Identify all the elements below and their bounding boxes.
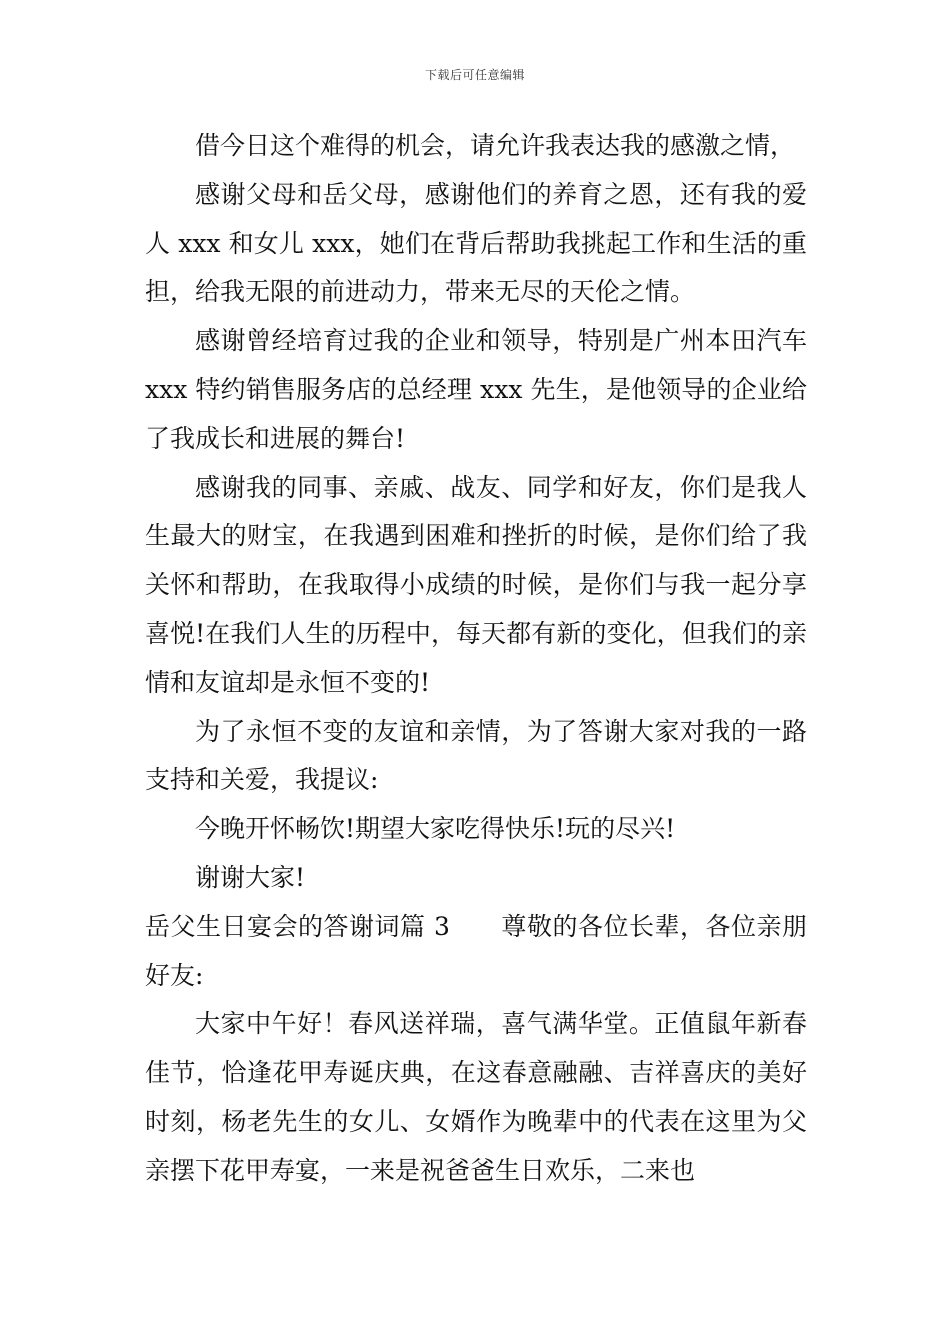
paragraph-gratitude-intro: 借今日这个难得的机会，请允许我表达我的感激之情，: [195, 131, 796, 160]
paragraph-toast-proposal: 为了永恒不变的友谊和亲情，为了答谢大家对我的一路支持和关爱，我提议:: [145, 716, 807, 795]
document-body: [145, 122, 807, 1196]
paragraph-thanks-friends: 感谢我的同事、亲戚、战友、同学和好友，你们是我人生最大的财宝，在我遇到困难和挫折的时候，是你们给了我关怀和帮助，在我取得小成绩的时候，是你们与我一起分享喜悦!在我们人生的历程中，每天都有新的变化，但我们的亲情和友谊却是永恒不变的!: [145, 472, 807, 697]
paragraph-thanks-company: 感谢曾经培育过我的企业和领导，特别是广州本田汽车 xxx 特约销售服务店的总经理 xxx 先生，是他领导的企业给了我成长和进展的舞台!: [145, 326, 807, 453]
paragraph-greeting: 大家中午好！春风送祥瑞，喜气满华堂。正值鼠年新春佳节，恰逢花甲寿诞庆典，在这春意融融、吉祥喜庆的美好时刻，杨老先生的女儿、女婿作为晚辈中的代表在这里为父亲摆下花甲寿宴，一来是祝爸爸生日欢乐，二来也: [145, 1009, 807, 1185]
paragraph-thank-you: 谢谢大家!: [195, 862, 306, 892]
paragraph-toast: 今晚开怀畅饮!期望大家吃得快乐!玩的尽兴!: [195, 814, 676, 844]
page-header: 下载后可任意编辑: [424, 68, 525, 82]
paragraph-thanks-parents: 感谢父母和岳父母，感谢他们的养育之恩，还有我的爱人 xxx 和女儿 xxx，她们在背后帮助我挑起工作和生活的重担，给我无限的前进动力，带来无尽的天伦之情。: [145, 179, 807, 307]
section-heading-speech-3: 岳父生日宴会的答谢词篇 3 尊敬的各位长辈，各位亲朋好友:: [145, 911, 807, 990]
